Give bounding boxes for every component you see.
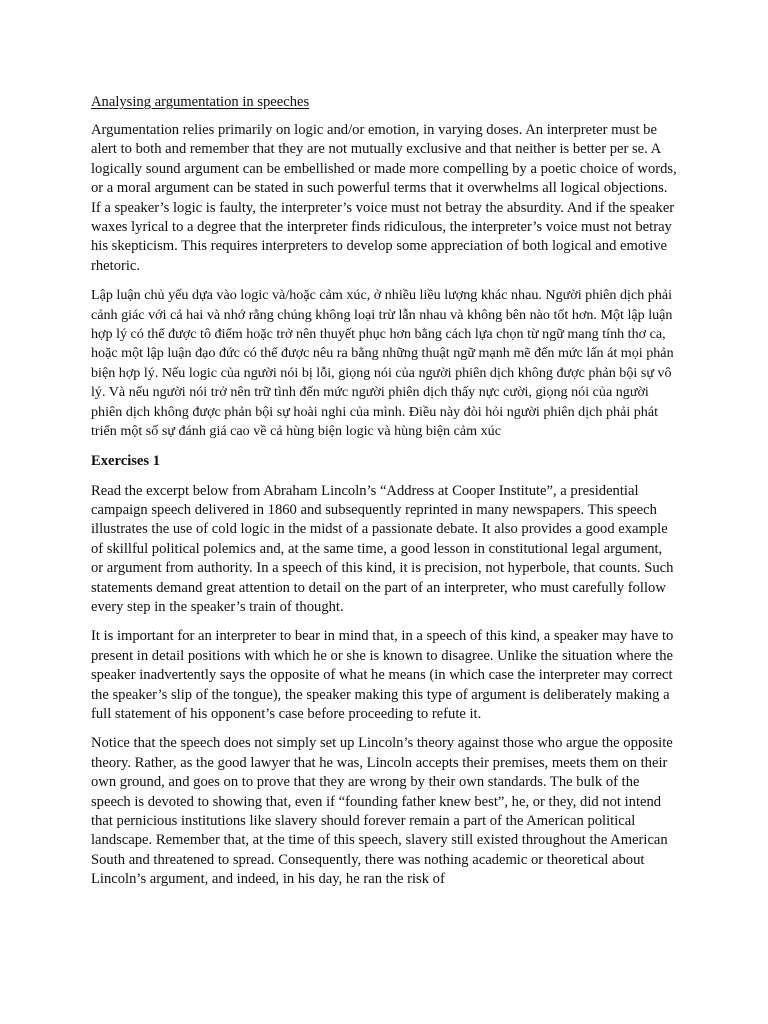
exercise-paragraph-2: It is important for an interpreter to bear in mind that, in a speech of this kind, a speaker may have to present in detail positions with which he or she is known to disagree. Unlike the situation where the speaker inadvertently says the opposite of what he means (in which case the interpreter may correct the speaker’s slip of the tongue), the speaker making this type of argument is deliberately making a full statement of his opponent’s case before proceeding to refute it. (91, 628, 674, 722)
intro-paragraph-english: Argumentation relies primarily on logic and/or emotion, in varying doses. An interpreter must be alert to both and remember that they are not mutually exclusive and that neither is better per se. A logically sound argument can be embellished or made more compelling by a poetic choice of words, or a moral argument can be stated in such powerful terms that it overwhelms all logical objections. If a speaker’s logic is faulty, the interpreter’s voice must not betray the absurdity. And if the speaker waxes lyrical to a degree that the interpreter finds ridiculous, the interpreter’s voice must not betray his skepticism. This requires interpreters to develop some appreciation of both logical and emotive rhetoric. (91, 122, 677, 274)
document-page (91, 93, 677, 900)
exercise-heading: Exercises 1 (91, 452, 161, 469)
intro-paragraph-vietnamese: Lập luận chủ yếu dựa vào logic và/hoặc cảm xúc, ở nhiều liều lượng khác nhau. Người phiên dịch phải cảnh giác với cả hai và nhớ rằng chúng không loại trừ lẫn nhau và không bên nào tốt hơn. Một lập luận hợp lý có thể được tô điểm hoặc trở nên thuyết phục hơn bằng cách lựa chọn từ ngữ mang tính thơ ca, hoặc một lập luận đạo đức có thể được nêu ra bằng những thuật ngữ mạnh mẽ đến mức lấn át mọi phản biện hợp lý. Nếu logic của người nói bị lỗi, giọng nói của người phiên dịch không được phản bội sự vô lý. Và nếu người nói trở nên trữ tình đến mức người phiên dịch thấy nực cười, giọng nói của người phiên dịch không được phản bội sự hoài nghi của mình. Điều này đòi hỏi người phiên dịch phải phát triển một số sự đánh giá cao về cả hùng biện logic và hùng biện cảm xúc (91, 287, 674, 440)
exercise-paragraph-1: Read the excerpt below from Abraham Lincoln’s “Address at Cooper Institute”, a presidential campaign speech delivered in 1860 and subsequently reprinted in many newspapers. This speech illustrates the use of cold logic in the midst of a passionate debate. It also provides a good example of skillful political polemics and, at the same time, a good lesson in constitutional legal argument, or argument from authority. In a speech of this kind, it is precision, not hyperbole, that counts. Such statements demand great attention to detail on the part of an interpreter, who must carefully follow every step in the speaker’s train of thought. (91, 482, 674, 615)
document-title: Analysing argumentation in speeches (91, 94, 310, 110)
exercise-paragraph-3: Notice that the speech does not simply set up Lincoln’s theory against those who argue the opposite theory. Rather, as the good lawyer that he was, Lincoln accepts their premises, meets them on their own ground, and goes on to prove that they are wrong by their own standards. The bulk of the speech is devoted to showing that, even if “founding father knew best”, he, or they, did not intend that pernicious institutions like slavery should forever remain a part of the American political landscape. Remember that, at the time of this speech, slavery still existed throughout the American South and threatened to spread. Consequently, there was nothing academic or theoretical about Lincoln’s argument, and indeed, in his day, he ran the risk of (91, 735, 673, 888)
